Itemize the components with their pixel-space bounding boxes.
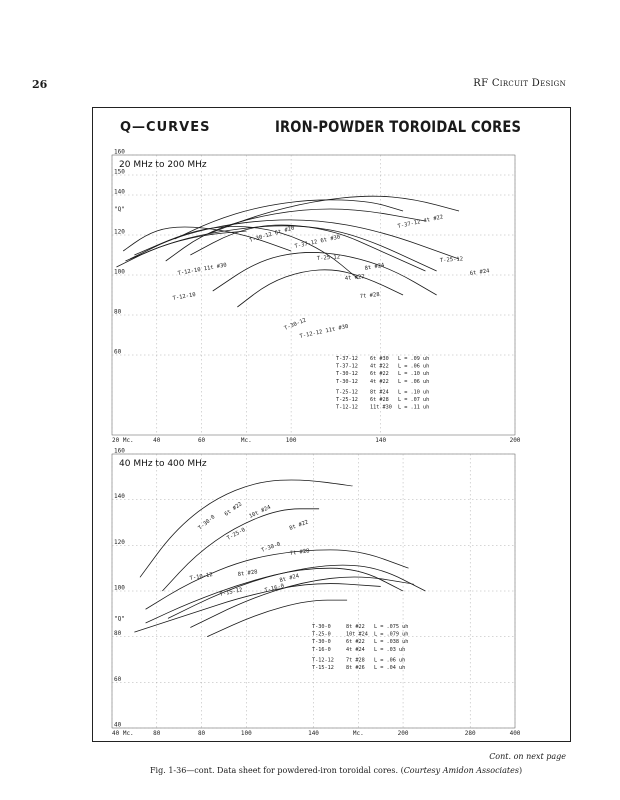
x-tick-label: 140 xyxy=(375,437,387,444)
legend-core: T-30-0 xyxy=(312,624,331,630)
sheet-title-right: IRON-POWDER TOROIDAL CORES xyxy=(275,117,522,136)
legend-turns: 4t #22 xyxy=(370,363,389,370)
legend-core: T-30-12 xyxy=(336,378,358,385)
curve-label: T-30-0 xyxy=(197,514,217,532)
curve-label: 8t #28 xyxy=(237,569,258,578)
legend-turns: 6t #22 xyxy=(346,639,365,646)
chart-20-200-mhz xyxy=(112,149,521,445)
x-tick-label: 40 Mc. xyxy=(112,730,134,737)
curve-label: T-30-0 xyxy=(260,541,282,554)
legend-inductance: L = .06 uh xyxy=(398,363,430,370)
legend-turns: 8t #22 xyxy=(346,624,365,630)
curve-label: T-37-12 4t #22 xyxy=(397,214,444,230)
curve-label: 4t #22 xyxy=(344,273,365,282)
legend-core: T-37-12 xyxy=(336,363,358,370)
x-tick-label: 80 xyxy=(197,730,206,737)
y-axis-label: "Q" xyxy=(114,206,125,213)
x-tick-label: 200 xyxy=(509,437,521,444)
legend-turns: 4t #24 xyxy=(346,646,365,653)
x-tick-label: 20 Mc. xyxy=(112,437,134,444)
legend-turns: 10t #24 xyxy=(346,631,368,638)
curve-label: T-30-12 6t #20 xyxy=(248,225,296,244)
curve-label: T-25-12 xyxy=(316,254,341,262)
legend-inductance: L = .11 uh xyxy=(398,404,430,411)
page-number: 26 xyxy=(32,78,48,91)
curve-label: 6t #24 xyxy=(469,268,490,277)
legend-inductance: L = .07 uh xyxy=(398,397,430,403)
legend-inductance: L = .10 uh xyxy=(398,371,430,378)
curve-label: T-30-12 xyxy=(283,317,308,332)
curve-label: T-12-10 xyxy=(172,292,197,302)
figure-caption xyxy=(150,766,522,775)
curve-label: 8t #24 xyxy=(279,573,300,584)
y-tick-label: 160 xyxy=(114,447,125,455)
x-tick-label: 80 xyxy=(153,730,161,737)
x-tick-label: 400 xyxy=(509,730,521,737)
y-tick-label: 140 xyxy=(114,188,125,196)
legend-turns: 8t #26 xyxy=(346,665,365,671)
range-title: 20 MHz to 200 MHz xyxy=(119,160,207,170)
x-tick-label: Mc. xyxy=(352,730,364,737)
legend-core: T-25-12 xyxy=(336,397,358,403)
legend-core: T-25-0 xyxy=(312,631,331,638)
plot-area xyxy=(112,155,515,435)
caption-text: Fig. 1-36—cont. Data sheet for powdered-iron toroidal cores. ( xyxy=(150,766,404,775)
curve-label: T-37-12 6t #30 xyxy=(294,234,341,250)
y-tick-label: 60 xyxy=(114,348,122,356)
x-tick-label: 140 xyxy=(308,730,319,737)
x-tick-label: 100 xyxy=(240,730,252,737)
curve-label: T-12-12 11t #30 xyxy=(299,323,350,340)
legend-turns: 6t #22 xyxy=(370,371,389,378)
curve-label: T-10-12 xyxy=(189,572,214,582)
legend-core: T-16-0 xyxy=(312,646,331,653)
y-tick-label: 140 xyxy=(114,493,125,501)
legend-core: T-12-12 xyxy=(312,657,334,664)
series-curve xyxy=(134,584,380,633)
legend-core: T-12-12 xyxy=(336,404,358,411)
legend-inductance: L = .06 uh xyxy=(398,378,430,385)
y-tick-label: 80 xyxy=(114,630,122,638)
y-tick-label: 120 xyxy=(114,228,125,236)
continued-note: Cont. on next page xyxy=(489,752,566,761)
legend-inductance: L = .075 uh xyxy=(374,624,409,630)
series-curve xyxy=(146,568,403,623)
y-tick-label: 160 xyxy=(114,148,125,156)
y-tick-label: 150 xyxy=(114,168,125,176)
legend-inductance: L = .079 uh xyxy=(374,631,409,638)
curve-label: 8t #24 xyxy=(364,262,385,272)
curve-label: 7t #28 xyxy=(359,291,380,300)
series-curve xyxy=(146,550,409,609)
range-title: 40 MHz to 400 MHz xyxy=(119,459,207,469)
legend-turns: 6t #30 xyxy=(370,356,389,362)
sheet-title-left: Q—CURVES xyxy=(120,120,211,135)
curve-label: T-25-0 xyxy=(226,527,247,542)
curve-label: T-12-10 11t #30 xyxy=(177,262,228,277)
x-tick-label: Mc. xyxy=(240,437,252,444)
y-tick-label: 100 xyxy=(114,268,125,276)
curve-label: T-25-12 xyxy=(439,256,464,264)
legend-inductance: L = .09 uh xyxy=(398,356,430,362)
y-tick-label: 60 xyxy=(114,675,122,683)
chart-40-400-mhz xyxy=(112,448,521,738)
series-curve xyxy=(211,196,460,233)
legend-turns: 4t #22 xyxy=(370,378,389,385)
legend-core: T-37-12 xyxy=(336,356,358,362)
y-tick-label: 80 xyxy=(114,308,122,316)
legend-inductance: L = .06 uh xyxy=(374,657,406,664)
x-tick-label: 200 xyxy=(397,730,409,737)
caption-courtesy: Courtesy Amidon Associates xyxy=(403,766,519,775)
running-head: RF Circuit Design xyxy=(473,78,566,89)
x-tick-label: 60 xyxy=(197,437,206,444)
legend-turns: 8t #24 xyxy=(370,389,389,396)
legend-inductance: L = .04 uh xyxy=(374,665,406,671)
legend-core: T-30-12 xyxy=(336,371,358,378)
x-tick-label: 40 xyxy=(153,437,161,444)
y-tick-label: 100 xyxy=(114,584,125,592)
series-curve xyxy=(237,270,403,307)
curve-label: T-15-12 xyxy=(219,587,244,598)
legend-turns: 11t #30 xyxy=(370,404,392,411)
caption-end: ) xyxy=(518,766,523,775)
legend-turns: 7t #28 xyxy=(346,657,365,664)
y-tick-label: 120 xyxy=(114,538,125,546)
curve-label: 7t #28 xyxy=(289,548,310,557)
legend-inductance: L = .038 uh xyxy=(374,639,409,646)
legend-core: T-30-0 xyxy=(312,639,331,646)
legend-inductance: L = .03 uh xyxy=(374,646,406,653)
legend-core: T-15-12 xyxy=(312,665,334,671)
curve-label: T-16-0 xyxy=(264,583,285,594)
legend-turns: 6t #28 xyxy=(370,397,389,403)
legend-core: T-25-12 xyxy=(336,389,358,396)
curve-label: 10t #24 xyxy=(248,504,272,520)
curve-label: 8t #22 xyxy=(288,519,310,532)
x-tick-label: 280 xyxy=(464,730,476,737)
y-axis-label: "Q" xyxy=(114,615,125,623)
legend-inductance: L = .10 uh xyxy=(398,389,430,396)
curve-label: 6t #22 xyxy=(223,501,244,518)
y-tick-label: 40 xyxy=(114,721,122,729)
x-tick-label: 100 xyxy=(285,437,297,444)
